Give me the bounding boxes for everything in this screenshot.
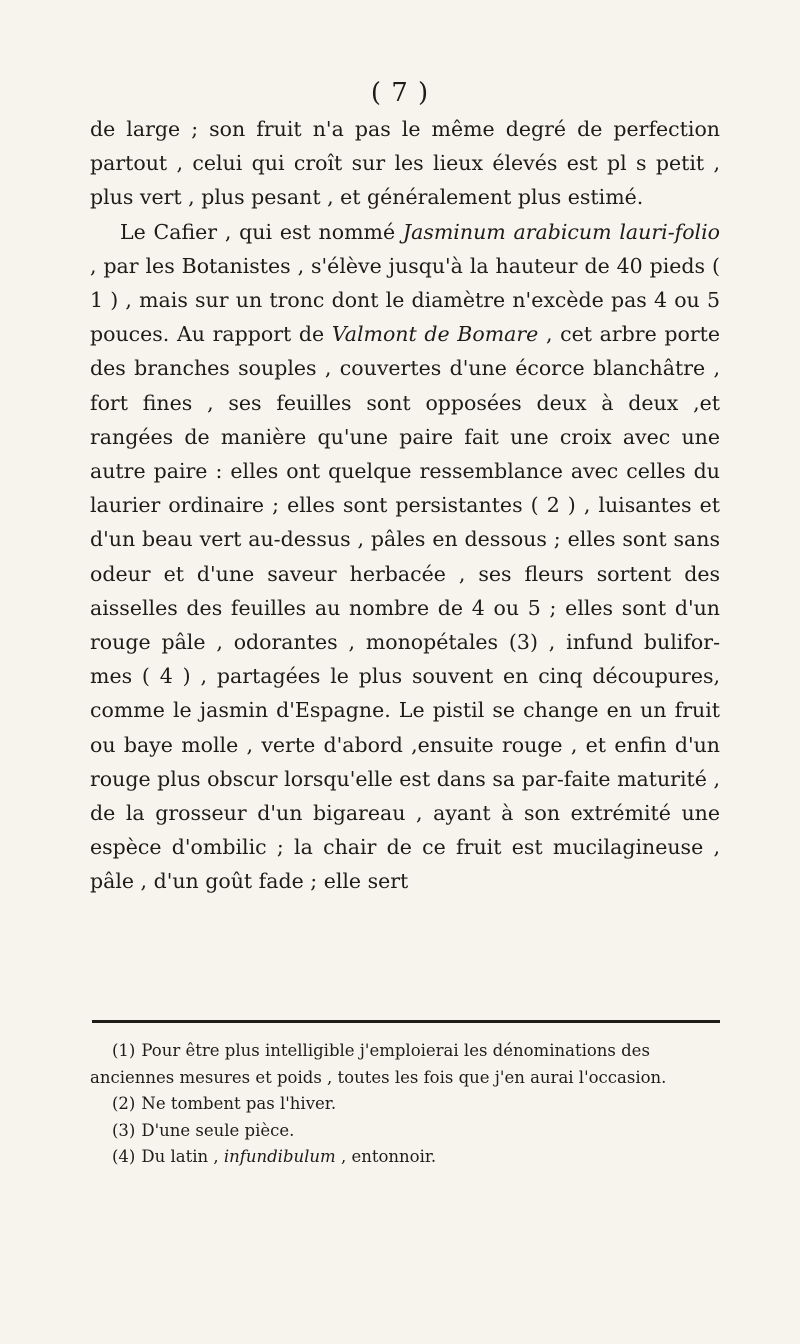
footnote-text: , entonnoir. [335,1147,437,1166]
botanical-name: Jasminum arabicum lauri-folio [402,219,720,244]
footnote-text: Ne tombent pas l'hiver. [141,1094,337,1113]
author-name: Valmont de Bomare [331,322,539,347]
footnote-number: (3) [112,1120,136,1140]
footnote-text: Du latin , [141,1147,224,1166]
footnote-number: (1) [112,1041,136,1060]
footnote-3 [90,1118,722,1145]
footnote-number: (2) [112,1094,136,1113]
footnote-text: Pour être plus intelligible j'emploierai les dénominations des anciennes mesures et poids , toutes les fois que j'en aurai l'occasion. [90,1041,667,1087]
footnote-2 [90,1091,722,1118]
footnote-divider [92,1020,720,1023]
paragraph-2-part-a: Le Cafier , qui est nommé [120,219,403,244]
page-number: ( 7 ) [370,78,430,108]
paragraph-2-part-e: , cet arbre porte des branches souples , couvertes d'une écorce blanchâtre , fort fines , ses feuilles sont opposées deux à deux ,et rangées de manière qu'une paire fait une croix avec une autre paire : elles ont quelque ressemblance avec celles du laurier ordinaire ; elles sont persistantes ( 2 ) , luisantes et d'un beau vert au-dessus , pâles en dessous ; elles sont sans odeur et d'une saveur herbacée , ses fleurs sortent des aisselles des feuilles au nombre de 4 ou 5 ; elles sont d'un rouge pâle , odorantes , monopétales (3) , infund bulifor-mes ( 4 ) , partagées le plus souvent en cinq découpures, comme le jasmin d'Espagne. Le pistil se change en un fruit ou baye molle , verte d'abord ,ensuite rouge , et enfin d'un rouge plus obscur lorsqu'elle est dans sa par-faite maturité , de la grosseur d'un bigareau , ayant à son extrémité une espèce d'ombilic ; la chair de ce fruit est mucilagineuse , pâle , d'un goût fade ; elle sert [90,322,720,894]
paragraph-1: de large ; son fruit n'a pas le même degré de perfection partout , celui qui croît sur les lieux élevés est pl s petit , plus vert , plus pesant , et généralement plus estimé. [90,117,720,210]
footnote-number: (4) [112,1147,136,1166]
body-text [90,112,720,899]
footnote-text: D'une seule pièce. [141,1120,295,1140]
paragraph-2 [90,215,720,899]
paragraph-2-part-c: , par les Botanistes , s'élève jusqu'à la hauteur de 40 pieds ( 1 ) , mais sur un tronc dont le diamètre n'excède pas 4 ou 5 pouces. Au rapport de [90,253,720,347]
footnote-4 [90,1144,722,1171]
footnotes [90,1038,722,1171]
latin-term: infundibulum [223,1147,336,1166]
footnote-1 [90,1038,722,1091]
